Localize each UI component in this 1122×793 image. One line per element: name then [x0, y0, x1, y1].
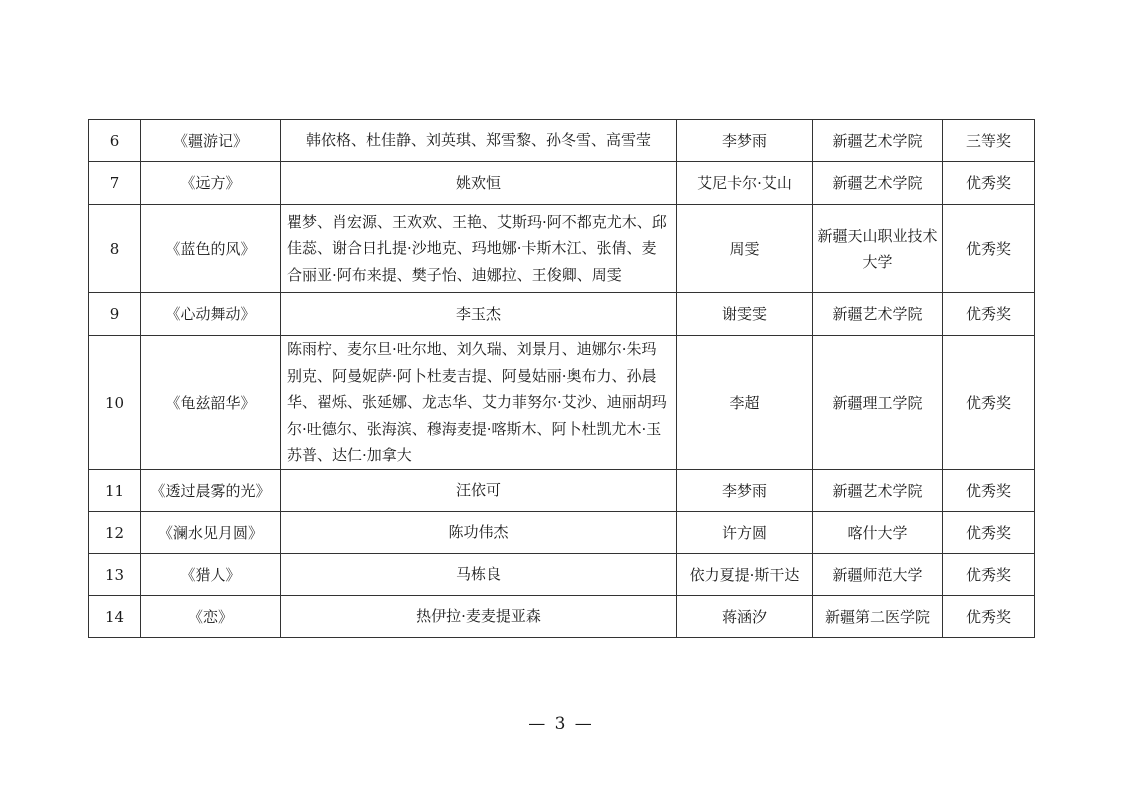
teacher-name: 艾尼卡尔·艾山	[677, 162, 813, 205]
table-row	[89, 596, 1035, 638]
work-title: 《猎人》	[141, 554, 281, 596]
award-level: 优秀奖	[943, 470, 1035, 512]
award-level: 三等奖	[943, 120, 1035, 162]
teacher-name: 谢雯雯	[677, 293, 813, 336]
team-members: 韩依格、杜佳静、刘英琪、郑雪黎、孙冬雪、高雪莹	[281, 120, 677, 162]
school-name: 新疆天山职业技术大学	[813, 205, 943, 293]
table-row	[89, 293, 1035, 336]
school-name: 新疆艺术学院	[813, 162, 943, 205]
teacher-name: 李梦雨	[677, 120, 813, 162]
teacher-name: 李超	[677, 336, 813, 470]
row-number: 14	[89, 596, 141, 638]
work-title: 《疆游记》	[141, 120, 281, 162]
school-name: 新疆艺术学院	[813, 470, 943, 512]
table-row	[89, 162, 1035, 205]
work-title: 《龟兹韶华》	[141, 336, 281, 470]
table-row	[89, 470, 1035, 512]
school-name: 新疆第二医学院	[813, 596, 943, 638]
page-number: — 3 —	[528, 714, 594, 734]
awards-table	[88, 119, 1035, 638]
teacher-name: 周雯	[677, 205, 813, 293]
teacher-name: 许方圆	[677, 512, 813, 554]
work-title: 《澜水见月圆》	[141, 512, 281, 554]
work-title: 《远方》	[141, 162, 281, 205]
team-members: 李玉杰	[281, 293, 677, 336]
row-number: 8	[89, 205, 141, 293]
work-title: 《蓝色的风》	[141, 205, 281, 293]
award-level: 优秀奖	[943, 162, 1035, 205]
table-row	[89, 120, 1035, 162]
teacher-name: 李梦雨	[677, 470, 813, 512]
table-row	[89, 205, 1035, 293]
table-row	[89, 336, 1035, 470]
school-name: 新疆艺术学院	[813, 293, 943, 336]
teacher-name: 蒋涵汐	[677, 596, 813, 638]
award-level: 优秀奖	[943, 336, 1035, 470]
row-number: 7	[89, 162, 141, 205]
award-level: 优秀奖	[943, 554, 1035, 596]
row-number: 13	[89, 554, 141, 596]
award-level: 优秀奖	[943, 512, 1035, 554]
table-row	[89, 512, 1035, 554]
school-name: 新疆师范大学	[813, 554, 943, 596]
school-name: 新疆艺术学院	[813, 120, 943, 162]
table-row	[89, 554, 1035, 596]
work-title: 《心动舞动》	[141, 293, 281, 336]
row-number: 10	[89, 336, 141, 470]
team-members: 陈雨柠、麦尔旦·吐尔地、刘久瑞、刘景月、迪娜尔·朱玛别克、阿曼妮萨·阿卜杜麦吉提、阿曼姑丽·奥布力、孙晨华、翟烁、张延娜、龙志华、艾力菲努尔·艾沙、迪丽胡玛尔·吐德尔、张海滨、穆海麦提·喀斯木、阿卜杜凯尤木·玉苏普、达仁·加拿大	[281, 336, 677, 470]
team-members: 热伊拉·麦麦提亚森	[281, 596, 677, 638]
award-level: 优秀奖	[943, 293, 1035, 336]
work-title: 《恋》	[141, 596, 281, 638]
school-name: 喀什大学	[813, 512, 943, 554]
work-title: 《透过晨雾的光》	[141, 470, 281, 512]
team-members: 汪依可	[281, 470, 677, 512]
school-name: 新疆理工学院	[813, 336, 943, 470]
team-members: 姚欢恒	[281, 162, 677, 205]
award-level: 优秀奖	[943, 205, 1035, 293]
teacher-name: 依力夏提·斯干达	[677, 554, 813, 596]
row-number: 9	[89, 293, 141, 336]
team-members: 瞿梦、肖宏源、王欢欢、王艳、艾斯玛·阿不都克尤木、邱佳蕊、谢合日扎提·沙地克、玛地娜·卡斯木江、张倩、麦合丽亚·阿布来提、樊子怡、迪娜拉、王俊卿、周雯	[281, 205, 677, 293]
row-number: 11	[89, 470, 141, 512]
award-level: 优秀奖	[943, 596, 1035, 638]
team-members: 马栋良	[281, 554, 677, 596]
row-number: 6	[89, 120, 141, 162]
team-members: 陈功伟杰	[281, 512, 677, 554]
row-number: 12	[89, 512, 141, 554]
